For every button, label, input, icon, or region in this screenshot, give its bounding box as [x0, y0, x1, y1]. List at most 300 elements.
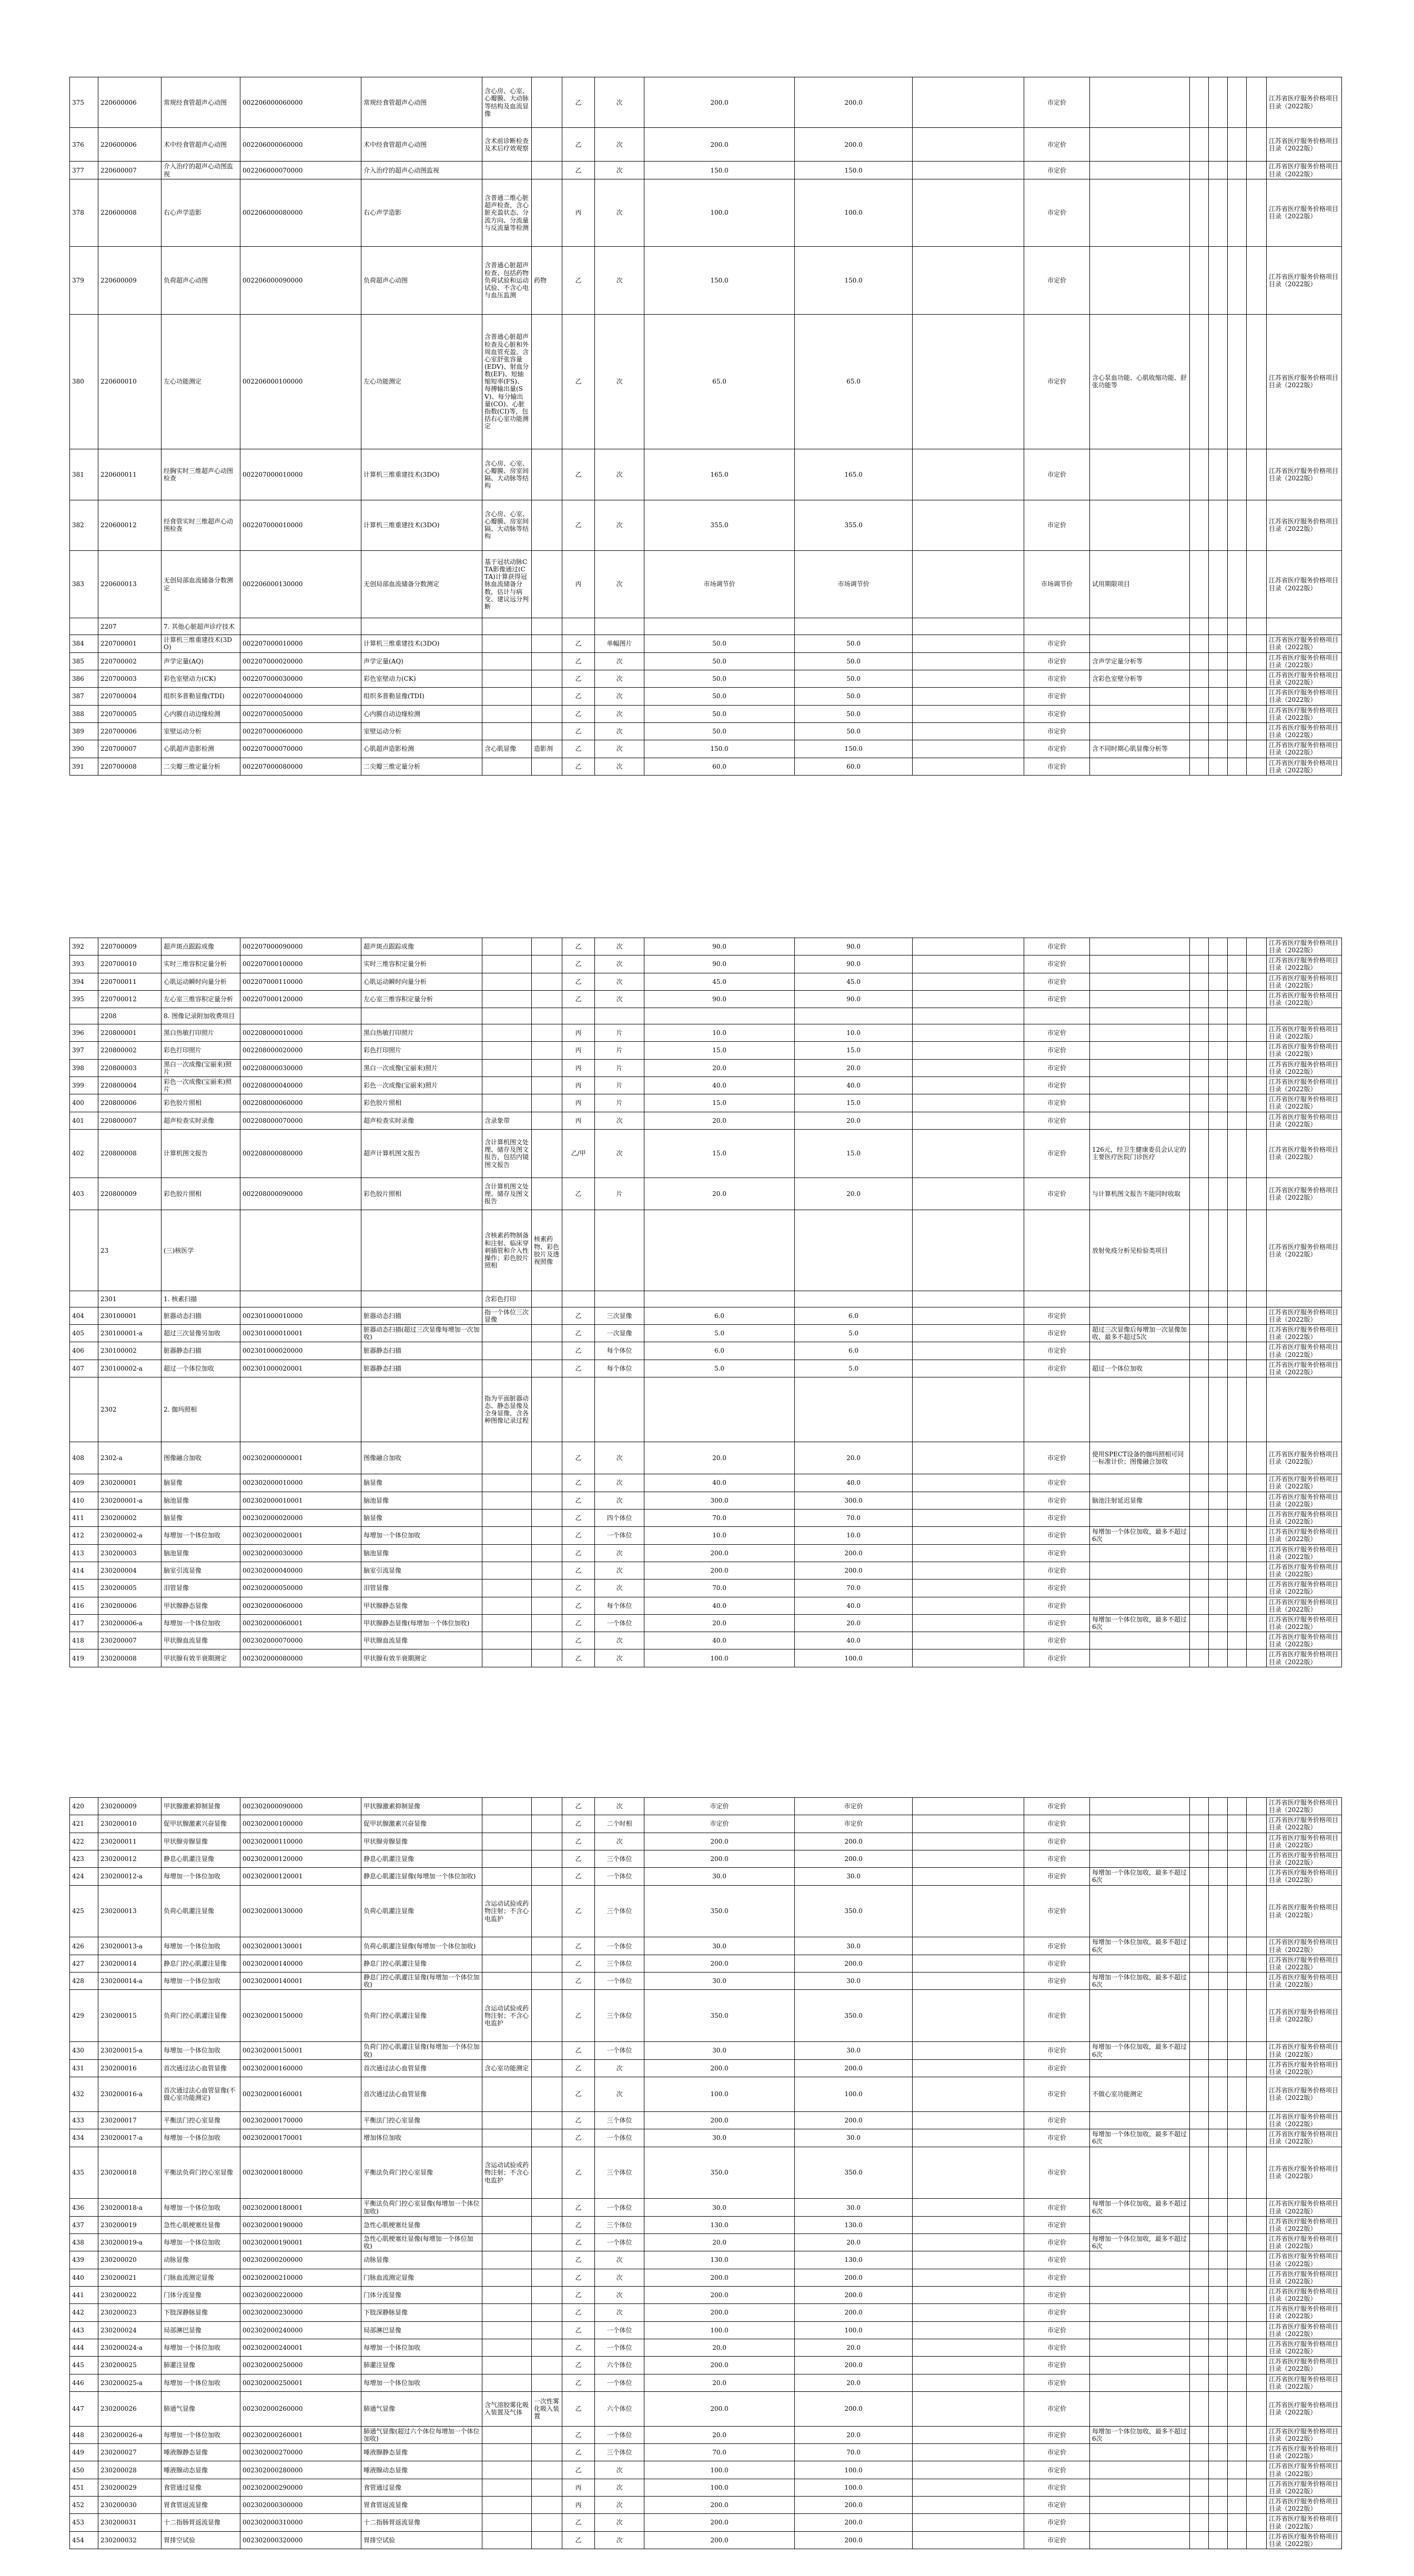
- insurance-name-cell: 心肌超声造影检测: [361, 740, 482, 758]
- pricing-cell: 市定价: [1024, 758, 1090, 775]
- insurance-code-cell: 002302000320000: [240, 2531, 361, 2549]
- empty-cell: [1190, 128, 1209, 162]
- level-cell: 乙: [562, 1544, 595, 1562]
- price-2-cell: 30.0: [795, 2129, 913, 2147]
- empty-cell: [1228, 500, 1247, 550]
- price-1-cell: 100.0: [644, 179, 795, 246]
- content-cell: [482, 2374, 532, 2391]
- code-cell: 230200001-a: [98, 1492, 161, 1509]
- price-2-cell: [795, 1377, 913, 1442]
- source-cell: 江苏省医疗服务价格项目目录（2022版）: [1267, 77, 1342, 128]
- table-row: [70, 2111, 1342, 2129]
- insurance-name-cell: 无创局部血流储备分数测定: [361, 550, 482, 618]
- unit-cell: 片: [595, 1042, 644, 1059]
- insurance-code-cell: 002207000120000: [240, 990, 361, 1008]
- content-cell: [482, 1632, 532, 1649]
- level-cell: 乙: [562, 2339, 595, 2356]
- price-2-cell: 40.0: [795, 1597, 913, 1614]
- level-cell: 丙: [562, 1076, 595, 1094]
- empty-cell: [1247, 449, 1267, 500]
- insurance-name-cell: [361, 1008, 482, 1024]
- pricing-cell: 市定价: [1024, 247, 1090, 314]
- seq-cell: 420: [70, 1798, 98, 1815]
- level-cell: 乙: [562, 2321, 595, 2339]
- empty-cell: [1228, 2321, 1247, 2339]
- item-name-cell: 门脉血流测定显像: [161, 2269, 240, 2286]
- price-2-cell: [795, 1291, 913, 1307]
- price-1-cell: 90.0: [644, 938, 795, 955]
- insurance-code-cell: 002302000020001: [240, 1527, 361, 1544]
- empty-cell: [1190, 2321, 1209, 2339]
- seq-cell: 381: [70, 449, 98, 500]
- code-cell: 220800004: [98, 1076, 161, 1094]
- code-cell: 220600006: [98, 77, 161, 128]
- price-table: [69, 77, 1342, 776]
- excluded-cell: [532, 2357, 562, 2374]
- empty-cell: [1209, 1492, 1228, 1509]
- item-name-cell: 计算机图文报告: [161, 1129, 240, 1178]
- source-cell: 江苏省医疗服务价格项目目录（2022版）: [1267, 2147, 1342, 2199]
- item-name-cell: 7. 其他心脏超声诊疗技术: [161, 618, 240, 635]
- price-3-cell: [913, 1798, 1024, 1815]
- item-name-cell: 无创局部血流储备分数测定: [161, 550, 240, 618]
- price-1-cell: 40.0: [644, 1632, 795, 1649]
- insurance-name-cell: 急性心肌梗塞灶显像: [361, 2216, 482, 2233]
- level-cell: 乙: [562, 2461, 595, 2479]
- code-cell: 230200025: [98, 2357, 161, 2374]
- insurance-code-cell: 002302000160000: [240, 2059, 361, 2077]
- empty-cell: [1190, 2444, 1209, 2461]
- empty-cell: [1190, 2304, 1209, 2321]
- insurance-name-cell: 动脉显像: [361, 2251, 482, 2269]
- pricing-cell: 市定价: [1024, 1973, 1090, 1990]
- insurance-code-cell: [240, 1008, 361, 1024]
- unit-cell: 次: [595, 670, 644, 687]
- empty-cell: [1209, 705, 1228, 722]
- empty-cell: [1190, 1178, 1209, 1210]
- price-1-cell: 60.0: [644, 758, 795, 775]
- source-cell: 江苏省医疗服务价格项目目录（2022版）: [1267, 1815, 1342, 1833]
- empty-cell: [1247, 2234, 1267, 2251]
- table-row: [70, 1042, 1342, 1059]
- table-row: [70, 705, 1342, 722]
- excluded-cell: 造影剂: [532, 740, 562, 758]
- table-row: [70, 1325, 1342, 1342]
- empty-cell: [1247, 2391, 1267, 2426]
- price-2-cell: 165.0: [795, 449, 913, 500]
- seq-cell: 425: [70, 1885, 98, 1937]
- code-cell: 220700009: [98, 938, 161, 955]
- excluded-cell: [532, 2077, 562, 2111]
- pricing-cell: [1024, 1008, 1090, 1024]
- insurance-name-cell: 介入治疗的超声心动图监视: [361, 162, 482, 179]
- insurance-name-cell: 负荷心肌灌注显像(每增加一个体位加收): [361, 1937, 482, 1955]
- item-name-cell: 肺通气显像: [161, 2391, 240, 2426]
- content-cell: [482, 162, 532, 179]
- level-cell: 丙: [562, 1112, 595, 1129]
- excluded-cell: [532, 314, 562, 449]
- content-cell: [482, 705, 532, 722]
- seq-cell: 419: [70, 1649, 98, 1667]
- excluded-cell: [532, 2479, 562, 2496]
- insurance-code-cell: 002302000150000: [240, 1990, 361, 2042]
- unit-cell: 次: [595, 740, 644, 758]
- empty-cell: [1209, 1597, 1228, 1614]
- item-name-cell: 经食管实时三维超声心动图检查: [161, 500, 240, 550]
- note-cell: [1090, 973, 1190, 990]
- price-3-cell: [913, 1474, 1024, 1492]
- price-3-cell: [913, 1649, 1024, 1667]
- note-cell: [1090, 1307, 1190, 1324]
- price-3-cell: [913, 1360, 1024, 1377]
- price-3-cell: [913, 1544, 1024, 1562]
- unit-cell: 一个体位: [595, 1937, 644, 1955]
- content-cell: 含计算机图文处理、储存及图文报告: [482, 1178, 532, 1210]
- item-name-cell: 每增加一个体位加收: [161, 2129, 240, 2147]
- source-cell: 江苏省医疗服务价格项目目录（2022版）: [1267, 1527, 1342, 1544]
- insurance-name-cell: [361, 1210, 482, 1291]
- item-name-cell: 平衡法负荷门控心室显像: [161, 2147, 240, 2199]
- empty-cell: [1209, 2287, 1228, 2304]
- excluded-cell: [532, 1815, 562, 1833]
- price-1-cell: 市定价: [644, 1815, 795, 1833]
- price-2-cell: 40.0: [795, 1076, 913, 1094]
- empty-cell: [1190, 705, 1209, 722]
- empty-cell: [1247, 1129, 1267, 1178]
- excluded-cell: [532, 1579, 562, 1597]
- empty-cell: [1209, 550, 1228, 618]
- level-cell: 乙: [562, 1307, 595, 1324]
- item-name-cell: 胃食管返流显像: [161, 2497, 240, 2514]
- price-1-cell: 200.0: [644, 2514, 795, 2531]
- unit-cell: 次: [595, 77, 644, 128]
- empty-cell: [1228, 1210, 1247, 1291]
- empty-cell: [1228, 1544, 1247, 1562]
- insurance-name-cell: 局部淋巴显像: [361, 2321, 482, 2339]
- excluded-cell: [532, 2287, 562, 2304]
- price-2-cell: 10.0: [795, 1024, 913, 1041]
- table-row: [70, 1798, 1342, 1815]
- empty-cell: [1209, 247, 1228, 314]
- note-cell: [1090, 1042, 1190, 1059]
- empty-cell: [1228, 1291, 1247, 1307]
- empty-cell: [1228, 2497, 1247, 2514]
- insurance-code-cell: 002207000110000: [240, 973, 361, 990]
- content-cell: [482, 1474, 532, 1492]
- empty-cell: [1190, 1815, 1209, 1833]
- source-cell: 江苏省医疗服务价格项目目录（2022版）: [1267, 550, 1342, 618]
- pricing-cell: 市定价: [1024, 1833, 1090, 1850]
- note-cell: 放射免疫分析见检验类项目: [1090, 1210, 1190, 1291]
- empty-cell: [1209, 1632, 1228, 1649]
- content-cell: [482, 1076, 532, 1094]
- empty-cell: [1209, 1094, 1228, 1112]
- note-cell: [1090, 1291, 1190, 1307]
- seq-cell: 395: [70, 990, 98, 1008]
- insurance-code-cell: 002207000010000: [240, 500, 361, 550]
- price-3-cell: [913, 2497, 1024, 2514]
- source-cell: 江苏省医疗服务价格项目目录（2022版）: [1267, 2426, 1342, 2443]
- empty-cell: [1247, 1937, 1267, 1955]
- seq-cell: 442: [70, 2304, 98, 2321]
- item-name-cell: 每增加一个体位加收: [161, 1614, 240, 1632]
- insurance-code-cell: 002302000270000: [240, 2444, 361, 2461]
- source-cell: 江苏省医疗服务价格项目目录（2022版）: [1267, 758, 1342, 775]
- note-cell: 每增加一个体位加收，最多不超过6次: [1090, 2042, 1190, 2059]
- price-2-cell: 40.0: [795, 1632, 913, 1649]
- price-3-cell: [913, 1210, 1024, 1291]
- item-name-cell: 十二指肠胃返流显像: [161, 2514, 240, 2531]
- item-name-cell: 彩色打印照片: [161, 1042, 240, 1059]
- code-cell: 2302: [98, 1377, 161, 1442]
- table-row: [70, 2234, 1342, 2251]
- level-cell: 乙: [562, 1649, 595, 1667]
- table-row: [70, 2531, 1342, 2549]
- level-cell: 丙: [562, 1024, 595, 1041]
- excluded-cell: [532, 705, 562, 722]
- note-cell: [1090, 2374, 1190, 2391]
- price-2-cell: 20.0: [795, 2339, 913, 2356]
- price-3-cell: [913, 990, 1024, 1008]
- empty-cell: [1209, 1850, 1228, 1867]
- source-cell: 江苏省医疗服务价格项目目录（2022版）: [1267, 2234, 1342, 2251]
- seq-cell: 426: [70, 1937, 98, 1955]
- unit-cell: 次: [595, 2461, 644, 2479]
- empty-cell: [1247, 1527, 1267, 1544]
- empty-cell: [1247, 1973, 1267, 1990]
- content-cell: [482, 2357, 532, 2374]
- empty-cell: [1209, 1937, 1228, 1955]
- price-table: [69, 1797, 1342, 2549]
- price-1-cell: 50.0: [644, 722, 795, 740]
- note-cell: [1090, 635, 1190, 652]
- source-cell: 江苏省医疗服务价格项目目录（2022版）: [1267, 128, 1342, 162]
- table-row: [70, 449, 1342, 500]
- content-cell: [482, 2426, 532, 2443]
- empty-cell: [1247, 1042, 1267, 1059]
- code-cell: 230200024: [98, 2321, 161, 2339]
- note-cell: [1090, 955, 1190, 973]
- item-name-cell: 下肢深静脉显像: [161, 2304, 240, 2321]
- empty-cell: [1247, 1579, 1267, 1597]
- content-cell: [482, 2269, 532, 2286]
- content-cell: [482, 1042, 532, 1059]
- pricing-cell: 市定价: [1024, 938, 1090, 955]
- excluded-cell: [532, 1614, 562, 1632]
- empty-cell: [1247, 2444, 1267, 2461]
- insurance-name-cell: [361, 1291, 482, 1307]
- content-cell: [482, 1024, 532, 1041]
- excluded-cell: [532, 1325, 562, 1342]
- table-row: [70, 2391, 1342, 2426]
- note-cell: 每增加一个体位加收，最多不超过6次: [1090, 2199, 1190, 2216]
- price-3-cell: [913, 1614, 1024, 1632]
- table-row: [70, 1509, 1342, 1526]
- item-name-cell: 脑池显像: [161, 1492, 240, 1509]
- code-cell: 220700011: [98, 973, 161, 990]
- insurance-name-cell: 脑显像: [361, 1509, 482, 1526]
- content-cell: [482, 2287, 532, 2304]
- code-cell: 230200013-a: [98, 1937, 161, 1955]
- code-cell: 230100001-a: [98, 1325, 161, 1342]
- table-row: [70, 2497, 1342, 2514]
- insurance-name-cell: 二尖瓣三维定量分析: [361, 758, 482, 775]
- unit-cell: 一个体位: [595, 2426, 644, 2443]
- unit-cell: 二个时相: [595, 1815, 644, 1833]
- price-2-cell: 70.0: [795, 2444, 913, 2461]
- unit-cell: 次: [595, 550, 644, 618]
- excluded-cell: [532, 1973, 562, 1990]
- empty-cell: [1228, 1815, 1247, 1833]
- excluded-cell: [532, 500, 562, 550]
- empty-cell: [1190, 1076, 1209, 1094]
- table-row: [70, 990, 1342, 1008]
- note-cell: [1090, 162, 1190, 179]
- code-cell: 220600012: [98, 500, 161, 550]
- pricing-cell: 市定价: [1024, 2374, 1090, 2391]
- price-2-cell: 20.0: [795, 1178, 913, 1210]
- price-2-cell: 350.0: [795, 1885, 913, 1937]
- price-2-cell: 200.0: [795, 2531, 913, 2549]
- source-cell: 江苏省医疗服务价格项目目录（2022版）: [1267, 670, 1342, 687]
- price-3-cell: [913, 1885, 1024, 1937]
- code-cell: 230200008: [98, 1649, 161, 1667]
- content-cell: 含心房、心室、心瓣膜、大动脉等结构及血流显像: [482, 77, 532, 128]
- insurance-code-cell: 002207000010000: [240, 635, 361, 652]
- excluded-cell: [532, 1008, 562, 1024]
- table-row: [70, 2357, 1342, 2374]
- note-cell: [1090, 1008, 1190, 1024]
- level-cell: 乙: [562, 247, 595, 314]
- source-cell: 江苏省医疗服务价格项目目录（2022版）: [1267, 1178, 1342, 1210]
- source-cell: 江苏省医疗服务价格项目目录（2022版）: [1267, 1112, 1342, 1129]
- insurance-code-cell: 002302000170001: [240, 2129, 361, 2147]
- empty-cell: [1190, 2059, 1209, 2077]
- unit-cell: 次: [595, 2479, 644, 2496]
- content-cell: 含心肌显像: [482, 740, 532, 758]
- note-cell: [1090, 1342, 1190, 1360]
- pricing-cell: 市定价: [1024, 688, 1090, 705]
- seq-cell: 378: [70, 179, 98, 246]
- note-cell: 含心泵血功能、心肌收缩功能、舒张功能等: [1090, 314, 1190, 449]
- empty-cell: [1228, 1008, 1247, 1024]
- source-cell: 江苏省医疗服务价格项目目录（2022版）: [1267, 2391, 1342, 2426]
- content-cell: [482, 1798, 532, 1815]
- pricing-cell: 市定价: [1024, 2357, 1090, 2374]
- price-3-cell: [913, 1442, 1024, 1474]
- empty-cell: [1190, 1798, 1209, 1815]
- unit-cell: 次: [595, 247, 644, 314]
- seq-cell: 401: [70, 1112, 98, 1129]
- unit-cell: 次: [595, 1492, 644, 1509]
- table-row: [70, 128, 1342, 162]
- item-name-cell: 负荷超声心动图: [161, 247, 240, 314]
- empty-cell: [1247, 955, 1267, 973]
- note-cell: 超过一个体位加收: [1090, 1360, 1190, 1377]
- price-1-cell: 200.0: [644, 1544, 795, 1562]
- price-2-cell: 200.0: [795, 1850, 913, 1867]
- empty-cell: [1247, 179, 1267, 246]
- seq-cell: [70, 1377, 98, 1442]
- item-name-cell: 门体分流显像: [161, 2287, 240, 2304]
- pricing-cell: 市定价: [1024, 2129, 1090, 2147]
- excluded-cell: [532, 1955, 562, 1972]
- source-cell: 江苏省医疗服务价格项目目录（2022版）: [1267, 1360, 1342, 1377]
- empty-cell: [1190, 1937, 1209, 1955]
- note-cell: [1090, 1798, 1190, 1815]
- insurance-name-cell: 黑白热敏打印照片: [361, 1024, 482, 1041]
- pricing-cell: 市定价: [1024, 1868, 1090, 1885]
- price-3-cell: [913, 973, 1024, 990]
- unit-cell: 次: [595, 1544, 644, 1562]
- table-row: [70, 1833, 1342, 1850]
- price-3-cell: [913, 179, 1024, 246]
- empty-cell: [1209, 2042, 1228, 2059]
- price-3-cell: [913, 2479, 1024, 2496]
- seq-cell: 417: [70, 1614, 98, 1632]
- empty-cell: [1247, 1442, 1267, 1474]
- seq-cell: 428: [70, 1973, 98, 1990]
- unit-cell: 每个体位: [595, 1342, 644, 1360]
- insurance-name-cell: 彩色室壁动力(CK): [361, 670, 482, 687]
- price-3-cell: [913, 1325, 1024, 1342]
- item-name-cell: 1. 核素扫描: [161, 1291, 240, 1307]
- empty-cell: [1228, 1024, 1247, 1041]
- level-cell: 乙: [562, 1562, 595, 1579]
- seq-cell: [70, 1210, 98, 1291]
- content-cell: 含心房、心室、心瓣膜、房室间隔、大动脉等结构: [482, 449, 532, 500]
- source-cell: 江苏省医疗服务价格项目目录（2022版）: [1267, 1850, 1342, 1867]
- empty-cell: [1209, 2199, 1228, 2216]
- empty-cell: [1228, 162, 1247, 179]
- unit-cell: 一个体位: [595, 2339, 644, 2356]
- empty-cell: [1190, 1442, 1209, 1474]
- note-cell: 每增加一个体位加收，最多不超过6次: [1090, 2129, 1190, 2147]
- table-row: [70, 688, 1342, 705]
- excluded-cell: [532, 1798, 562, 1815]
- empty-cell: [1209, 449, 1228, 500]
- excluded-cell: [532, 2059, 562, 2077]
- level-cell: 乙: [562, 1632, 595, 1649]
- level-cell: 乙: [562, 2129, 595, 2147]
- insurance-code-cell: 002207000100000: [240, 955, 361, 973]
- empty-cell: [1228, 2479, 1247, 2496]
- content-cell: [482, 1579, 532, 1597]
- level-cell: 乙: [562, 1885, 595, 1937]
- excluded-cell: [532, 1112, 562, 1129]
- excluded-cell: [532, 2461, 562, 2479]
- insurance-name-cell: 负荷心肌灌注显像: [361, 1885, 482, 1937]
- insurance-code-cell: 002208000020000: [240, 1042, 361, 1059]
- unit-cell: 次: [595, 2059, 644, 2077]
- item-name-cell: 急性心肌梗塞灶显像: [161, 2216, 240, 2233]
- seq-cell: 421: [70, 1815, 98, 1833]
- empty-cell: [1247, 652, 1267, 670]
- empty-cell: [1209, 618, 1228, 635]
- price-1-cell: 200.0: [644, 2391, 795, 2426]
- unit-cell: 次: [595, 162, 644, 179]
- content-cell: 基于冠状动脉CTA影像通过(CTA)计算获得冠脉血流储备分数，估计与病变、建议远分判断: [482, 550, 532, 618]
- item-name-cell: 黑白一次成像(宝丽来)照片: [161, 1059, 240, 1076]
- item-name-cell: 心内膜自动边缘检测: [161, 705, 240, 722]
- source-cell: 江苏省医疗服务价格项目目录（2022版）: [1267, 1059, 1342, 1076]
- code-cell: 230200009: [98, 1798, 161, 1815]
- empty-cell: [1190, 2479, 1209, 2496]
- insurance-code-cell: 002302000180000: [240, 2147, 361, 2199]
- seq-cell: 429: [70, 1990, 98, 2042]
- price-2-cell: 30.0: [795, 2199, 913, 2216]
- price-3-cell: [913, 955, 1024, 973]
